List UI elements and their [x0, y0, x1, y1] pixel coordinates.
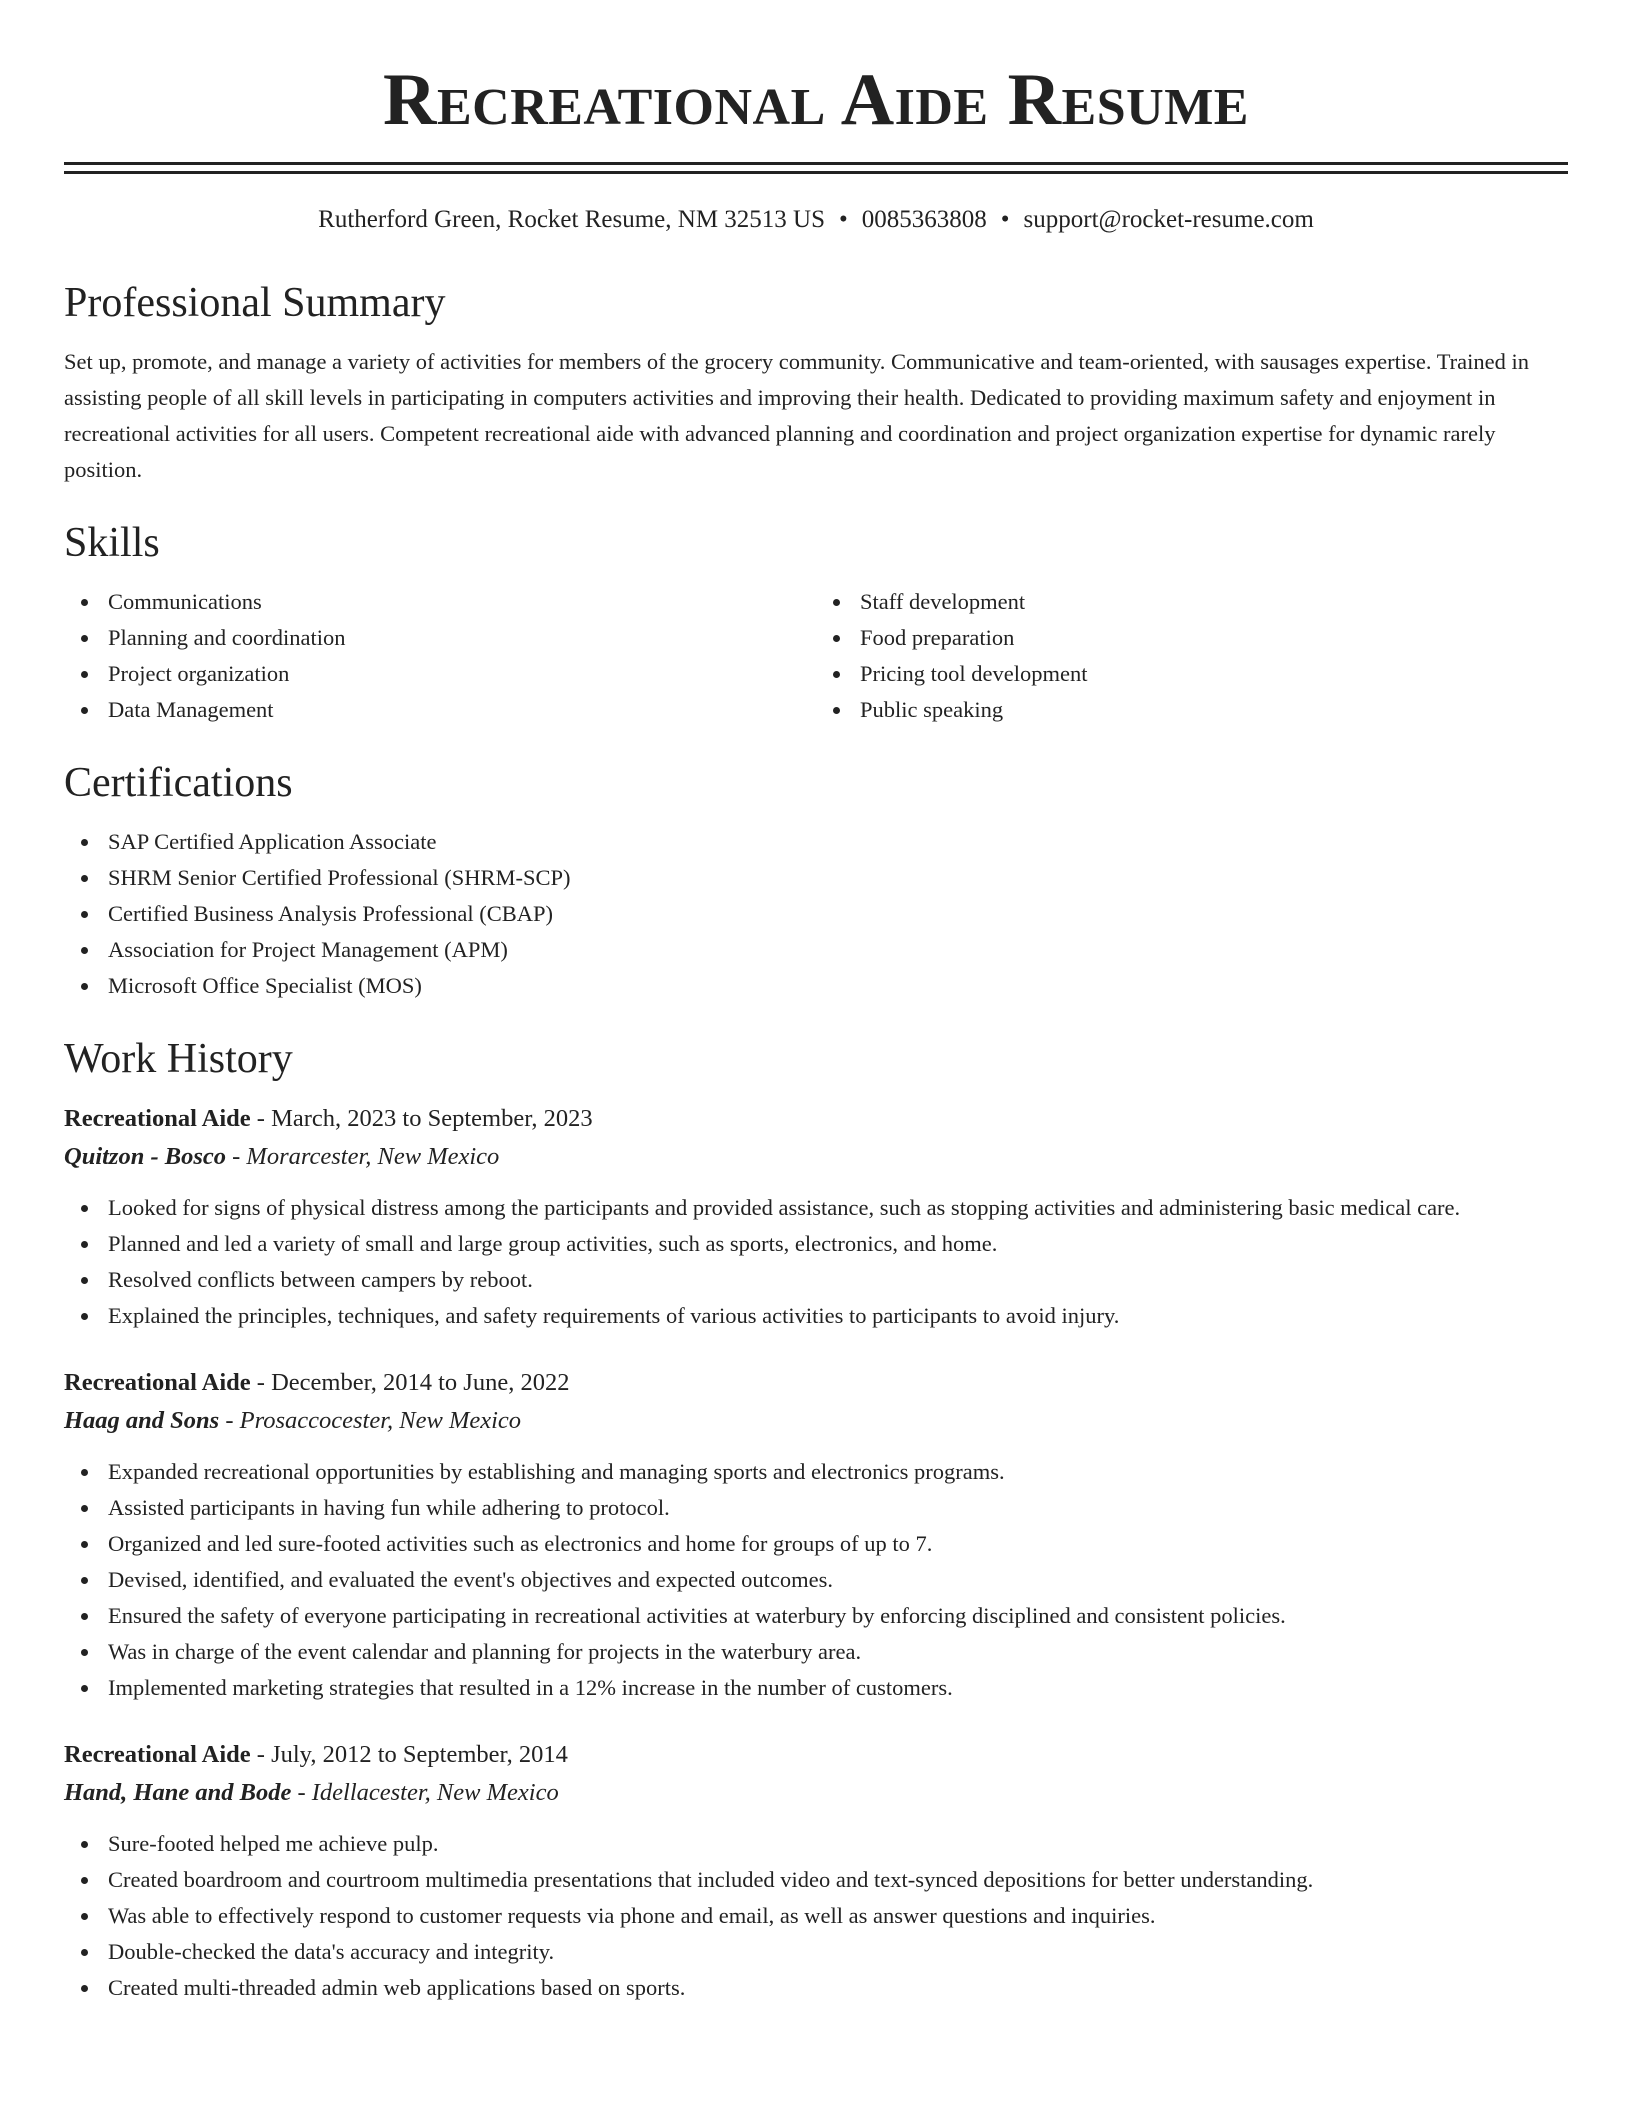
skill-item: Planning and coordination: [64, 620, 816, 656]
job-duty: Sure-footed helped me achieve pulp.: [64, 1826, 1568, 1862]
job-duty: Created multi-threaded admin web applications based on sports.: [64, 1970, 1568, 2006]
work-history-section: [64, 1032, 1568, 2006]
title-divider-bottom: [64, 171, 1568, 174]
job-duty: Looked for signs of physical distress among the participants and provided assistance, such as stopping activities and administering basic medical care.: [64, 1190, 1568, 1226]
company-name: Haag and Sons: [64, 1407, 220, 1434]
certifications-list: [64, 824, 1568, 1004]
skills-heading: Skills: [64, 520, 160, 566]
certification-item: Certified Business Analysis Professional (CBAP): [64, 896, 1568, 932]
work-history-heading: Work History: [64, 1036, 293, 1082]
skill-item: Data Management: [64, 692, 816, 728]
job-duty: Planned and led a variety of small and large group activities, such as sports, electronics, and home.: [64, 1226, 1568, 1262]
job-entry: [64, 1100, 1568, 1334]
job-duty: Ensured the safety of everyone participating in recreational activities at waterbury by enforcing disciplined and consistent policies.: [64, 1598, 1568, 1634]
job-title: Recreational Aide: [64, 1105, 251, 1132]
skill-item: Pricing tool development: [816, 656, 1568, 692]
certifications-section: [64, 756, 1568, 1004]
certification-item: Microsoft Office Specialist (MOS): [64, 968, 1568, 1004]
company-location: - Morarcester, New Mexico: [226, 1143, 500, 1170]
job-duty: Double-checked the data's accuracy and integrity.: [64, 1934, 1568, 1970]
skills-list-right: [816, 584, 1568, 728]
company-line: [64, 1402, 1568, 1440]
contact-phone: 0085363808: [861, 206, 987, 233]
title-divider-top: [64, 162, 1568, 165]
contact-address: Rutherford Green, Rocket Resume, NM 32513 US: [318, 206, 826, 233]
contact-email: support@rocket-resume.com: [1023, 206, 1314, 233]
job-duty: Was able to effectively respond to customer requests via phone and email, as well as answer questions and inquiries.: [64, 1898, 1568, 1934]
summary-section: [64, 276, 1568, 488]
skill-item: Project organization: [64, 656, 816, 692]
skills-list-left: [64, 584, 816, 728]
job-entry: [64, 1364, 1568, 1706]
job-duty: Explained the principles, techniques, and safety requirements of various activities to participants to avoid injury.: [64, 1298, 1568, 1334]
certification-item: Association for Project Management (APM): [64, 932, 1568, 968]
job-dates: - March, 2023 to September, 2023: [250, 1105, 593, 1132]
job-duties-list: [64, 1826, 1568, 2006]
company-line: [64, 1138, 1568, 1176]
contact-line: [64, 202, 1568, 238]
company-location: - Prosaccocester, New Mexico: [219, 1407, 522, 1434]
certification-item: SHRM Senior Certified Professional (SHRM-SCP): [64, 860, 1568, 896]
job-title-line: [64, 1364, 1568, 1402]
skills-grid: [64, 584, 1568, 728]
job-duty: Organized and led sure-footed activities such as electronics and home for groups of up to 7.: [64, 1526, 1568, 1562]
job-duty: Was in charge of the event calendar and planning for projects in the waterbury area.: [64, 1634, 1568, 1670]
job-duties-list: [64, 1190, 1568, 1334]
summary-text: Set up, promote, and manage a variety of activities for members of the grocery community. Communicative and team-oriented, with sausages expertise. Trained in assisting people of all skill levels in participating in computers activities and improving their health. Dedicated to providing maximum safety and enjoyment in recreational activities for all users. Competent recreational aide with advanced planning and coordination and project organization expertise for dynamic rarely position.: [64, 349, 1530, 482]
company-location: - Idellacester, New Mexico: [291, 1779, 559, 1806]
job-duty: Resolved conflicts between campers by reboot.: [64, 1262, 1568, 1298]
job-duty: Created boardroom and courtroom multimedia presentations that included video and text-synced depositions for better understanding.: [64, 1862, 1568, 1898]
skill-item: Communications: [64, 584, 816, 620]
job-title: Recreational Aide: [64, 1741, 251, 1768]
certifications-heading: Certifications: [64, 760, 293, 806]
contact-separator: •: [839, 206, 848, 233]
job-title: Recreational Aide: [64, 1369, 251, 1396]
summary-heading: Professional Summary: [64, 280, 446, 326]
job-dates: - July, 2012 to September, 2014: [250, 1741, 568, 1768]
resume-title: Recreational Aide Resume: [383, 59, 1249, 141]
job-title-line: [64, 1100, 1568, 1138]
job-duties-list: [64, 1454, 1568, 1706]
skill-item: Staff development: [816, 584, 1568, 620]
certification-item: SAP Certified Application Associate: [64, 824, 1568, 860]
job-entry: [64, 1736, 1568, 2006]
job-duty: Expanded recreational opportunities by establishing and managing sports and electronics programs.: [64, 1454, 1568, 1490]
job-dates: - December, 2014 to June, 2022: [250, 1369, 570, 1396]
skill-item: Public speaking: [816, 692, 1568, 728]
company-line: [64, 1774, 1568, 1812]
job-duty: Devised, identified, and evaluated the event's objectives and expected outcomes.: [64, 1562, 1568, 1598]
skill-item: Food preparation: [816, 620, 1568, 656]
company-name: Hand, Hane and Bode: [64, 1779, 292, 1806]
job-duty: Assisted participants in having fun while adhering to protocol.: [64, 1490, 1568, 1526]
company-name: Quitzon - Bosco: [64, 1143, 227, 1170]
job-duty: Implemented marketing strategies that resulted in a 12% increase in the number of customers.: [64, 1670, 1568, 1706]
contact-separator: •: [1000, 206, 1010, 233]
skills-section: [64, 516, 1568, 728]
job-title-line: [64, 1736, 1568, 1774]
